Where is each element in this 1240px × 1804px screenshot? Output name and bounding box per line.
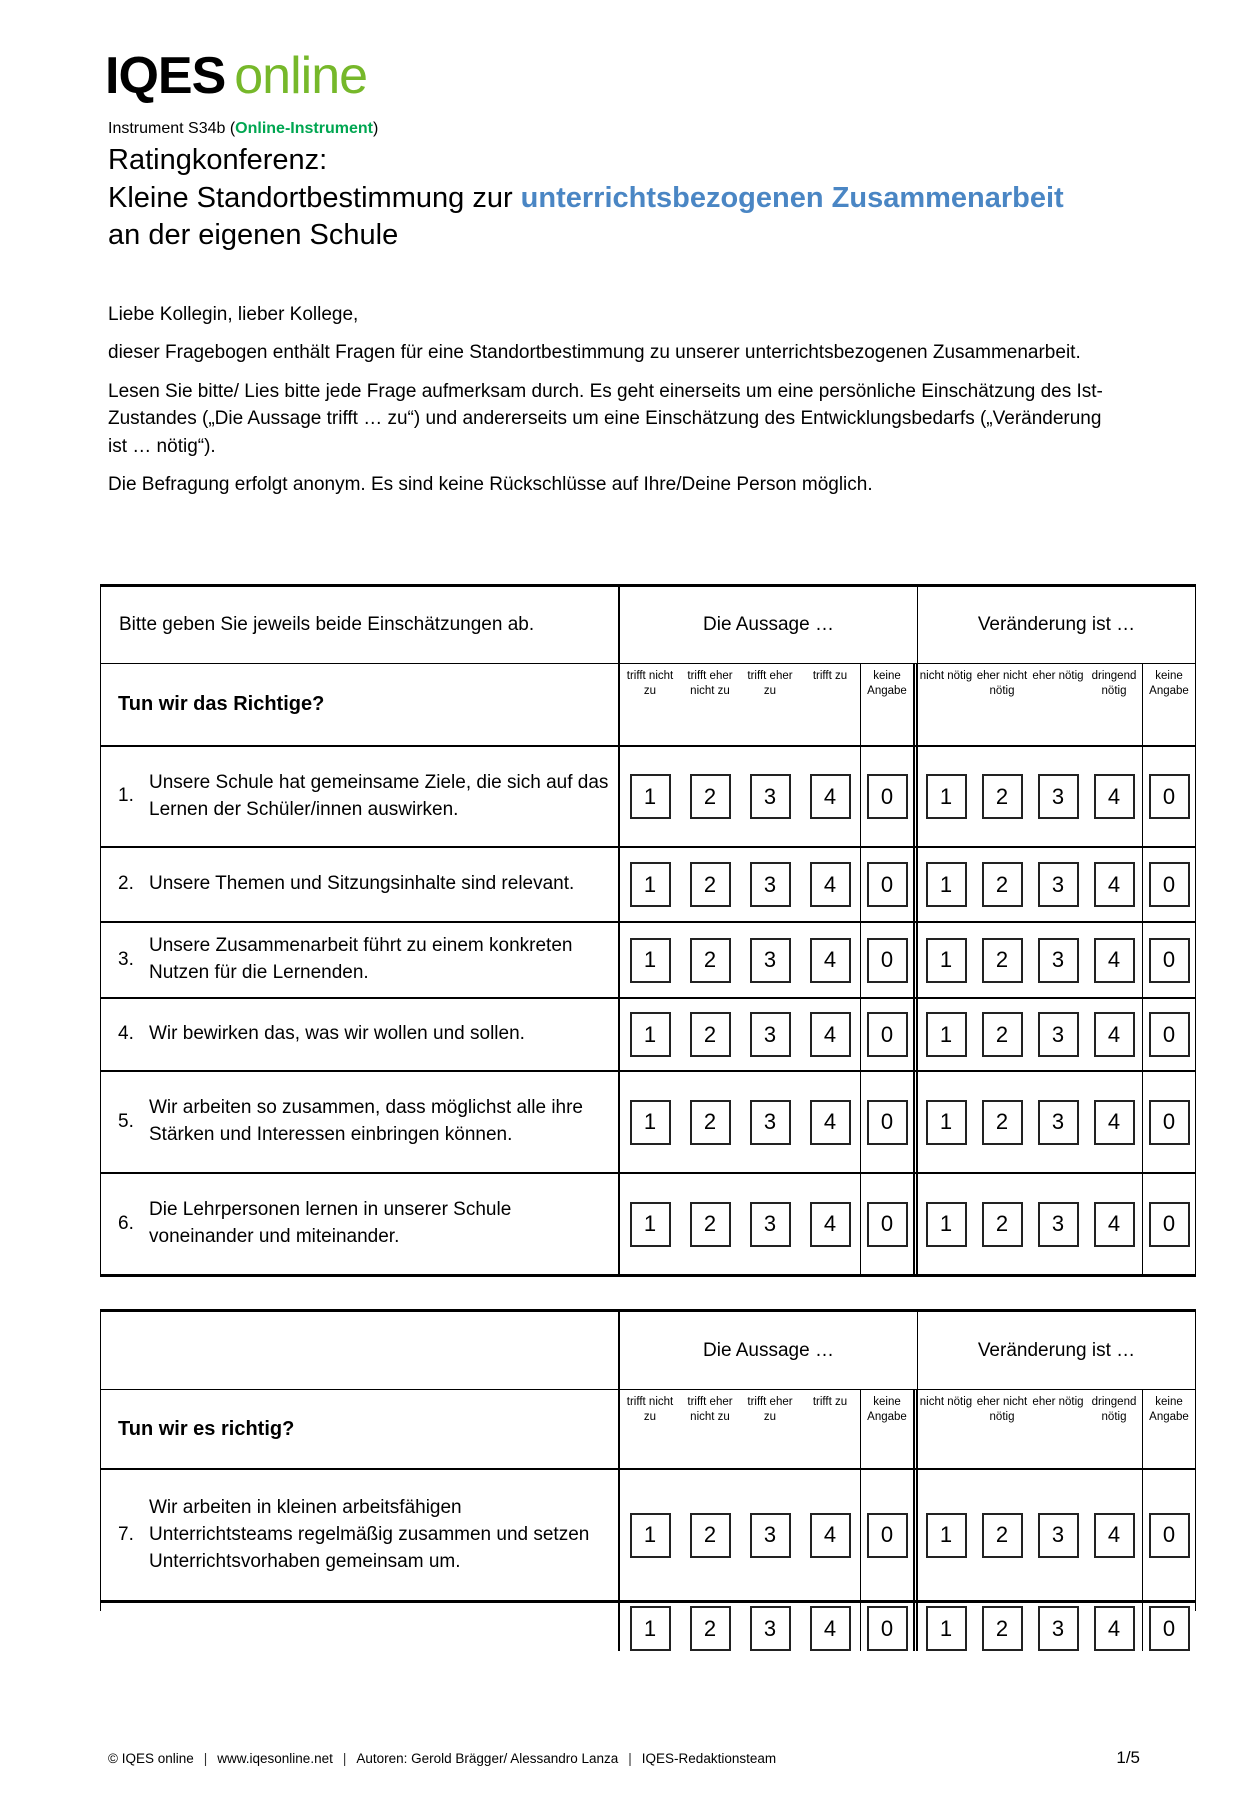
table-continuation-ticks [100, 1603, 1196, 1641]
question-number: 7. [118, 1523, 134, 1545]
statement-rating-4-cell [800, 747, 860, 846]
statement-no-answer-cell [860, 1603, 918, 1651]
rating-table-1 [100, 584, 1196, 1277]
question-cell [101, 1072, 620, 1172]
change-rating-4-box[interactable]: 4 [1094, 1606, 1135, 1651]
statement-rating-3-cell [740, 999, 800, 1070]
statement-rating-4-cell [800, 923, 860, 997]
question-row-4 [101, 999, 1195, 1072]
section-title: Tun wir es richtig? [118, 1417, 295, 1440]
question-number: 4. [118, 1023, 134, 1045]
change-rating-3-cell [1030, 747, 1086, 846]
change-group-header: Veränderung ist … [977, 1339, 1136, 1361]
statement-rating-3-box[interactable]: 3 [750, 774, 791, 819]
question-cell [101, 923, 620, 997]
change-rating-1-cell [918, 747, 974, 846]
statement-rating-4-cell [800, 1072, 860, 1172]
statement-rating-3-cell [740, 1072, 800, 1172]
change-rating-2-box[interactable]: 2 [982, 1513, 1023, 1558]
statement-rating-3-box[interactable]: 3 [750, 862, 791, 907]
change-rating-1-cell [918, 1603, 974, 1651]
change-rating-1-cell [918, 1470, 974, 1600]
title-part-before: Kleine Standortbestimmung zur [108, 181, 521, 214]
question-row-7 [101, 1470, 1195, 1600]
statement-rating-3-box[interactable]: 3 [750, 1513, 791, 1558]
scale-label: eher nicht nötig [976, 670, 1028, 698]
change-rating-2-cell [974, 848, 1030, 921]
intro-paragraph-1: dieser Fragebogen enthält Fragen für eine Standortbestimmung zu unserer unterrichtsbezogenen Zusammenarbeit. [108, 342, 1081, 364]
statement-rating-3-box[interactable]: 3 [750, 1202, 791, 1247]
statement-rating-1-box[interactable]: 1 [630, 1012, 671, 1057]
statement-rating-4-box[interactable]: 4 [810, 774, 851, 819]
question-cell [101, 1470, 620, 1600]
change-rating-4-box[interactable]: 4 [1094, 1202, 1135, 1247]
scale-label: trifft eher nicht zu [687, 1396, 733, 1424]
intro-section [108, 301, 1123, 498]
change-rating-3-cell [1030, 923, 1086, 997]
title-part-after: an der eigenen Schule [108, 219, 399, 252]
statement-rating-2-box[interactable]: 2 [690, 1012, 731, 1057]
statement-no-answer-box[interactable]: 0 [867, 774, 908, 819]
statement-rating-1-cell [620, 1470, 680, 1600]
statement-rating-2-box[interactable]: 2 [690, 774, 731, 819]
statement-rating-3-cell [740, 1174, 800, 1274]
instrument-suffix: ) [372, 120, 379, 137]
change-rating-2-cell [974, 923, 1030, 997]
statement-rating-4-cell [800, 848, 860, 921]
statement-rating-2-box[interactable]: 2 [690, 938, 731, 983]
salutation: Liebe Kollegin, lieber Kollege, [108, 304, 359, 326]
statement-rating-1-cell [620, 1072, 680, 1172]
statement-group-header: Die Aussage … [620, 587, 918, 663]
question-text: Wir bewirken das, was wir wollen und sollen. [149, 1023, 525, 1045]
change-rating-4-cell [1086, 747, 1142, 846]
change-no-answer-box[interactable]: 0 [1149, 1012, 1190, 1057]
change-rating-3-cell [1030, 999, 1086, 1070]
change-rating-3-cell [1030, 1603, 1086, 1651]
statement-rating-3-cell [740, 747, 800, 846]
statement-no-answer-cell [860, 1072, 918, 1172]
scale-labels-row [101, 664, 1195, 747]
statement-rating-4-cell [800, 1470, 860, 1600]
statement-rating-1-box[interactable]: 1 [630, 1606, 671, 1651]
scale-label: eher nicht nötig [976, 1396, 1028, 1424]
change-rating-4-cell [1086, 999, 1142, 1070]
statement-rating-1-box[interactable]: 1 [630, 1513, 671, 1558]
scale-label: trifft eher zu [747, 670, 793, 698]
scale-label: trifft nicht zu [626, 670, 674, 698]
statement-rating-4-cell [800, 1603, 860, 1651]
statement-rating-1-box[interactable]: 1 [630, 862, 671, 907]
change-no-answer-box[interactable]: 0 [1149, 1606, 1190, 1651]
statement-rating-2-cell [680, 1174, 740, 1274]
change-rating-4-cell [1086, 1072, 1142, 1172]
instrument-prefix: Instrument S34b ( [108, 120, 236, 137]
statement-rating-1-cell [620, 999, 680, 1070]
change-rating-4-cell [1086, 1174, 1142, 1274]
statement-rating-1-box[interactable]: 1 [630, 774, 671, 819]
scale-label: keine Angabe [860, 1390, 918, 1468]
question-number: 3. [118, 948, 134, 970]
footer-team: IQES-Redaktionsteam [641, 1751, 777, 1766]
question-row-1 [101, 747, 1195, 848]
change-rating-1-cell [918, 923, 974, 997]
change-rating-2-box[interactable]: 2 [982, 862, 1023, 907]
statement-no-answer-box[interactable]: 0 [867, 1012, 908, 1057]
statement-no-answer-box[interactable]: 0 [867, 938, 908, 983]
statement-rating-1-cell [620, 1174, 680, 1274]
change-no-answer-box[interactable]: 0 [1149, 774, 1190, 819]
instrument-line [108, 120, 1240, 138]
title-line1: Ratingkonferenz: [108, 144, 328, 176]
page-number: 1/5 [1116, 1748, 1140, 1767]
change-rating-2-cell [974, 1603, 1030, 1651]
change-rating-1-box[interactable]: 1 [926, 1202, 967, 1247]
statement-no-answer-box[interactable]: 0 [867, 862, 908, 907]
question-cell [101, 848, 620, 921]
statement-no-answer-box[interactable]: 0 [867, 1100, 908, 1145]
change-rating-3-box[interactable]: 3 [1038, 1100, 1079, 1145]
question-number: 2. [118, 873, 134, 895]
statement-rating-4-box[interactable]: 4 [810, 1012, 851, 1057]
scale-label: keine Angabe [1142, 1390, 1195, 1468]
change-rating-1-box[interactable]: 1 [926, 774, 967, 819]
intro-paragraph-3: Die Befragung erfolgt anonym. Es sind keine Rückschlüsse auf Ihre/Deine Person möglich. [108, 473, 873, 495]
statement-no-answer-cell [860, 999, 918, 1070]
change-no-answer-cell [1142, 923, 1195, 997]
statement-rating-3-cell [740, 848, 800, 921]
statement-no-answer-cell [860, 848, 918, 921]
change-rating-1-box[interactable]: 1 [926, 1100, 967, 1145]
change-rating-2-cell [974, 747, 1030, 846]
change-rating-3-box[interactable]: 3 [1038, 938, 1079, 983]
question-text: Unsere Schule hat gemeinsame Ziele, die sich auf das Lernen der Schüler/innen auswirken. [149, 771, 609, 820]
change-rating-1-box[interactable]: 1 [926, 1513, 967, 1558]
group-header-row [101, 587, 1195, 664]
statement-rating-4-cell [800, 999, 860, 1070]
table-continuation-row [101, 1603, 1195, 1641]
online-instrument-link[interactable]: Online-Instrument [235, 120, 373, 137]
change-no-answer-box[interactable]: 0 [1149, 1100, 1190, 1145]
footer-credits [108, 1751, 776, 1766]
question-row-3 [101, 923, 1195, 999]
statement-no-answer-box[interactable]: 0 [867, 1202, 908, 1247]
question-number: 5. [118, 1110, 134, 1132]
page-title [108, 142, 1098, 255]
scale-label: trifft zu [812, 670, 848, 683]
statement-rating-1-box[interactable]: 1 [630, 1202, 671, 1247]
change-rating-2-cell [974, 1072, 1030, 1172]
statement-rating-1-cell [620, 1603, 680, 1651]
change-no-answer-cell [1142, 1072, 1195, 1172]
change-rating-3-cell [1030, 1072, 1086, 1172]
question-row-5 [101, 1072, 1195, 1174]
statement-no-answer-box[interactable]: 0 [867, 1606, 908, 1651]
instruction-cell: Bitte geben Sie jeweils beide Einschätzungen ab. [101, 587, 620, 663]
change-rating-3-box[interactable]: 3 [1038, 862, 1079, 907]
change-no-answer-cell [1142, 747, 1195, 846]
statement-rating-2-box[interactable]: 2 [690, 1513, 731, 1558]
change-rating-4-cell [1086, 923, 1142, 997]
change-no-answer-cell [1142, 1603, 1195, 1651]
change-rating-2-cell [974, 1174, 1030, 1274]
question-text: Wir arbeiten in kleinen arbeitsfähigen Unterrichtsteams regelmäßig zusammen und setzen Unterrichtsvorhaben gemeinsam um. [149, 1496, 590, 1572]
scale-label: nicht nötig [919, 1396, 973, 1409]
statement-rating-1-box[interactable]: 1 [630, 938, 671, 983]
change-rating-3-cell [1030, 1174, 1086, 1274]
change-rating-1-box[interactable]: 1 [926, 1606, 967, 1651]
statement-rating-3-cell [740, 1603, 800, 1651]
statement-rating-4-box[interactable]: 4 [810, 862, 851, 907]
footer-copyright: © IQES online [108, 1751, 194, 1766]
scale-label: eher nötig [1032, 670, 1084, 683]
change-rating-1-cell [918, 999, 974, 1070]
change-rating-2-box[interactable]: 2 [982, 1012, 1023, 1057]
question-cell [101, 1174, 620, 1274]
change-rating-3-cell [1030, 848, 1086, 921]
change-rating-3-box[interactable]: 3 [1038, 1513, 1079, 1558]
question-cell [101, 999, 620, 1070]
statement-rating-2-cell [680, 848, 740, 921]
statement-rating-2-cell [680, 999, 740, 1070]
change-rating-3-box[interactable]: 3 [1038, 1012, 1079, 1057]
title-highlight: unterrichtsbezogenen Zusammenarbeit [520, 181, 1064, 214]
question-text: Die Lehrpersonen lernen in unserer Schule voneinander und miteinander. [149, 1199, 512, 1248]
section-title-cell [101, 664, 620, 745]
change-rating-2-cell [974, 999, 1030, 1070]
change-no-answer-cell [1142, 1174, 1195, 1274]
change-rating-1-cell [918, 848, 974, 921]
scale-label: dringend nötig [1091, 1396, 1137, 1424]
change-rating-3-cell [1030, 1470, 1086, 1600]
question-row-6 [101, 1174, 1195, 1274]
change-rating-1-box[interactable]: 1 [926, 862, 967, 907]
statement-rating-1-cell [620, 923, 680, 997]
statement-rating-1-box[interactable]: 1 [630, 1100, 671, 1145]
statement-rating-3-box[interactable]: 3 [750, 1606, 791, 1651]
question-number: 6. [118, 1212, 134, 1234]
change-rating-4-cell [1086, 1470, 1142, 1600]
change-rating-2-cell [974, 1470, 1030, 1600]
change-rating-1-box[interactable]: 1 [926, 938, 967, 983]
statement-rating-4-box[interactable]: 4 [810, 938, 851, 983]
statement-rating-4-box[interactable]: 4 [810, 1606, 851, 1651]
statement-rating-4-box[interactable]: 4 [810, 1100, 851, 1145]
statement-rating-4-box[interactable]: 4 [810, 1202, 851, 1247]
scale-label: nicht nötig [919, 670, 973, 683]
question-text: Unsere Themen und Sitzungsinhalte sind relevant. [149, 873, 575, 895]
change-rating-1-cell [918, 1072, 974, 1172]
statement-no-answer-cell [860, 747, 918, 846]
change-no-answer-box[interactable]: 0 [1149, 1513, 1190, 1558]
statement-no-answer-cell [860, 1174, 918, 1274]
change-rating-4-box[interactable]: 4 [1094, 862, 1135, 907]
statement-rating-1-cell [620, 747, 680, 846]
statement-rating-2-box[interactable]: 2 [690, 1606, 731, 1651]
change-no-answer-box[interactable]: 0 [1149, 862, 1190, 907]
question-cell [101, 747, 620, 846]
statement-rating-3-box[interactable]: 3 [750, 1012, 791, 1057]
statement-rating-3-cell [740, 1470, 800, 1600]
group-header-row [101, 1312, 1195, 1390]
question-text: Wir arbeiten so zusammen, dass möglichst alle ihre Stärken und Interessen einbringen können. [149, 1097, 584, 1146]
change-rating-3-box[interactable]: 3 [1038, 1202, 1079, 1247]
change-rating-2-box[interactable]: 2 [982, 1606, 1023, 1651]
statement-rating-4-box[interactable]: 4 [810, 1513, 851, 1558]
statement-rating-1-cell [620, 848, 680, 921]
continuation-question-cell [101, 1603, 620, 1651]
change-rating-2-box[interactable]: 2 [982, 1100, 1023, 1145]
statement-group-header: Die Aussage … [620, 1312, 918, 1389]
footer-separator: | [628, 1751, 632, 1766]
change-no-answer-box[interactable]: 0 [1149, 938, 1190, 983]
scale-label: trifft zu [812, 1396, 848, 1409]
scale-label: trifft eher zu [747, 1396, 793, 1424]
change-no-answer-cell [1142, 999, 1195, 1070]
section-title: Tun wir das Richtige? [118, 693, 325, 716]
change-no-answer-cell [1142, 1470, 1195, 1600]
statement-rating-2-box[interactable]: 2 [690, 862, 731, 907]
rating-table-2 [100, 1309, 1196, 1603]
change-rating-4-box[interactable]: 4 [1094, 774, 1135, 819]
change-no-answer-box[interactable]: 0 [1149, 1202, 1190, 1247]
statement-rating-3-box[interactable]: 3 [750, 1100, 791, 1145]
empty-header-cell [101, 1312, 620, 1389]
change-no-answer-cell [1142, 848, 1195, 921]
statement-no-answer-cell [860, 1470, 918, 1600]
question-number: 1. [118, 785, 134, 807]
change-rating-4-cell [1086, 848, 1142, 921]
statement-rating-2-box[interactable]: 2 [690, 1100, 731, 1145]
question-row-2 [101, 848, 1195, 923]
logo-text-online: online [234, 47, 368, 105]
change-rating-2-box[interactable]: 2 [982, 774, 1023, 819]
page-footer [108, 1748, 1140, 1768]
change-rating-4-box[interactable]: 4 [1094, 1012, 1135, 1057]
statement-rating-3-box[interactable]: 3 [750, 938, 791, 983]
footer-authors: Autoren: Gerold Brägger/ Alessandro Lanza [356, 1751, 619, 1766]
statement-rating-2-cell [680, 1072, 740, 1172]
change-rating-4-box[interactable]: 4 [1094, 938, 1135, 983]
change-rating-1-cell [918, 1174, 974, 1274]
scale-labels-row [101, 1390, 1195, 1470]
footer-separator: | [203, 1751, 208, 1766]
statement-rating-2-cell [680, 923, 740, 997]
iqes-online-logo [105, 47, 1240, 105]
scale-label: eher nötig [1032, 1396, 1084, 1409]
scale-label: trifft nicht zu [626, 1396, 674, 1424]
section-title-cell [101, 1390, 620, 1468]
scale-label: dringend nötig [1091, 670, 1137, 698]
intro-paragraph-2: Lesen Sie bitte/ Lies bitte jede Frage aufmerksam durch. Es geht einerseits um eine persönliche Einschätzung des Ist-Zustandes („Die Aussage trifft … zu“) und andererseits um eine Einschätzung des Entwicklungsbedarfs („Veränderung ist … nötig“). [108, 380, 1103, 457]
footer-website: www.iqesonline.net [217, 1751, 333, 1766]
statement-rating-2-cell [680, 747, 740, 846]
scale-label: keine Angabe [860, 664, 918, 745]
statement-rating-2-cell [680, 1603, 740, 1651]
change-rating-3-box[interactable]: 3 [1038, 774, 1079, 819]
scale-label: trifft eher nicht zu [687, 670, 733, 698]
change-rating-2-box[interactable]: 2 [982, 938, 1023, 983]
change-rating-4-box[interactable]: 4 [1094, 1513, 1135, 1558]
change-rating-3-box[interactable]: 3 [1038, 1606, 1079, 1651]
change-rating-1-box[interactable]: 1 [926, 1012, 967, 1057]
statement-no-answer-cell [860, 923, 918, 997]
statement-rating-4-cell [800, 1174, 860, 1274]
document-page [0, 47, 1240, 1804]
statement-rating-2-box[interactable]: 2 [690, 1202, 731, 1247]
footer-separator: | [342, 1751, 347, 1766]
change-rating-2-box[interactable]: 2 [982, 1202, 1023, 1247]
question-text: Unsere Zusammenarbeit führt zu einem konkreten Nutzen für die Lernenden. [149, 935, 573, 984]
statement-rating-2-cell [680, 1470, 740, 1600]
statement-no-answer-box[interactable]: 0 [867, 1513, 908, 1558]
change-rating-4-box[interactable]: 4 [1094, 1100, 1135, 1145]
change-rating-4-cell [1086, 1603, 1142, 1651]
change-group-header: Veränderung ist … [977, 614, 1136, 636]
scale-label: keine Angabe [1142, 664, 1195, 745]
statement-rating-3-cell [740, 923, 800, 997]
logo-text-iqes: IQES [105, 47, 226, 105]
